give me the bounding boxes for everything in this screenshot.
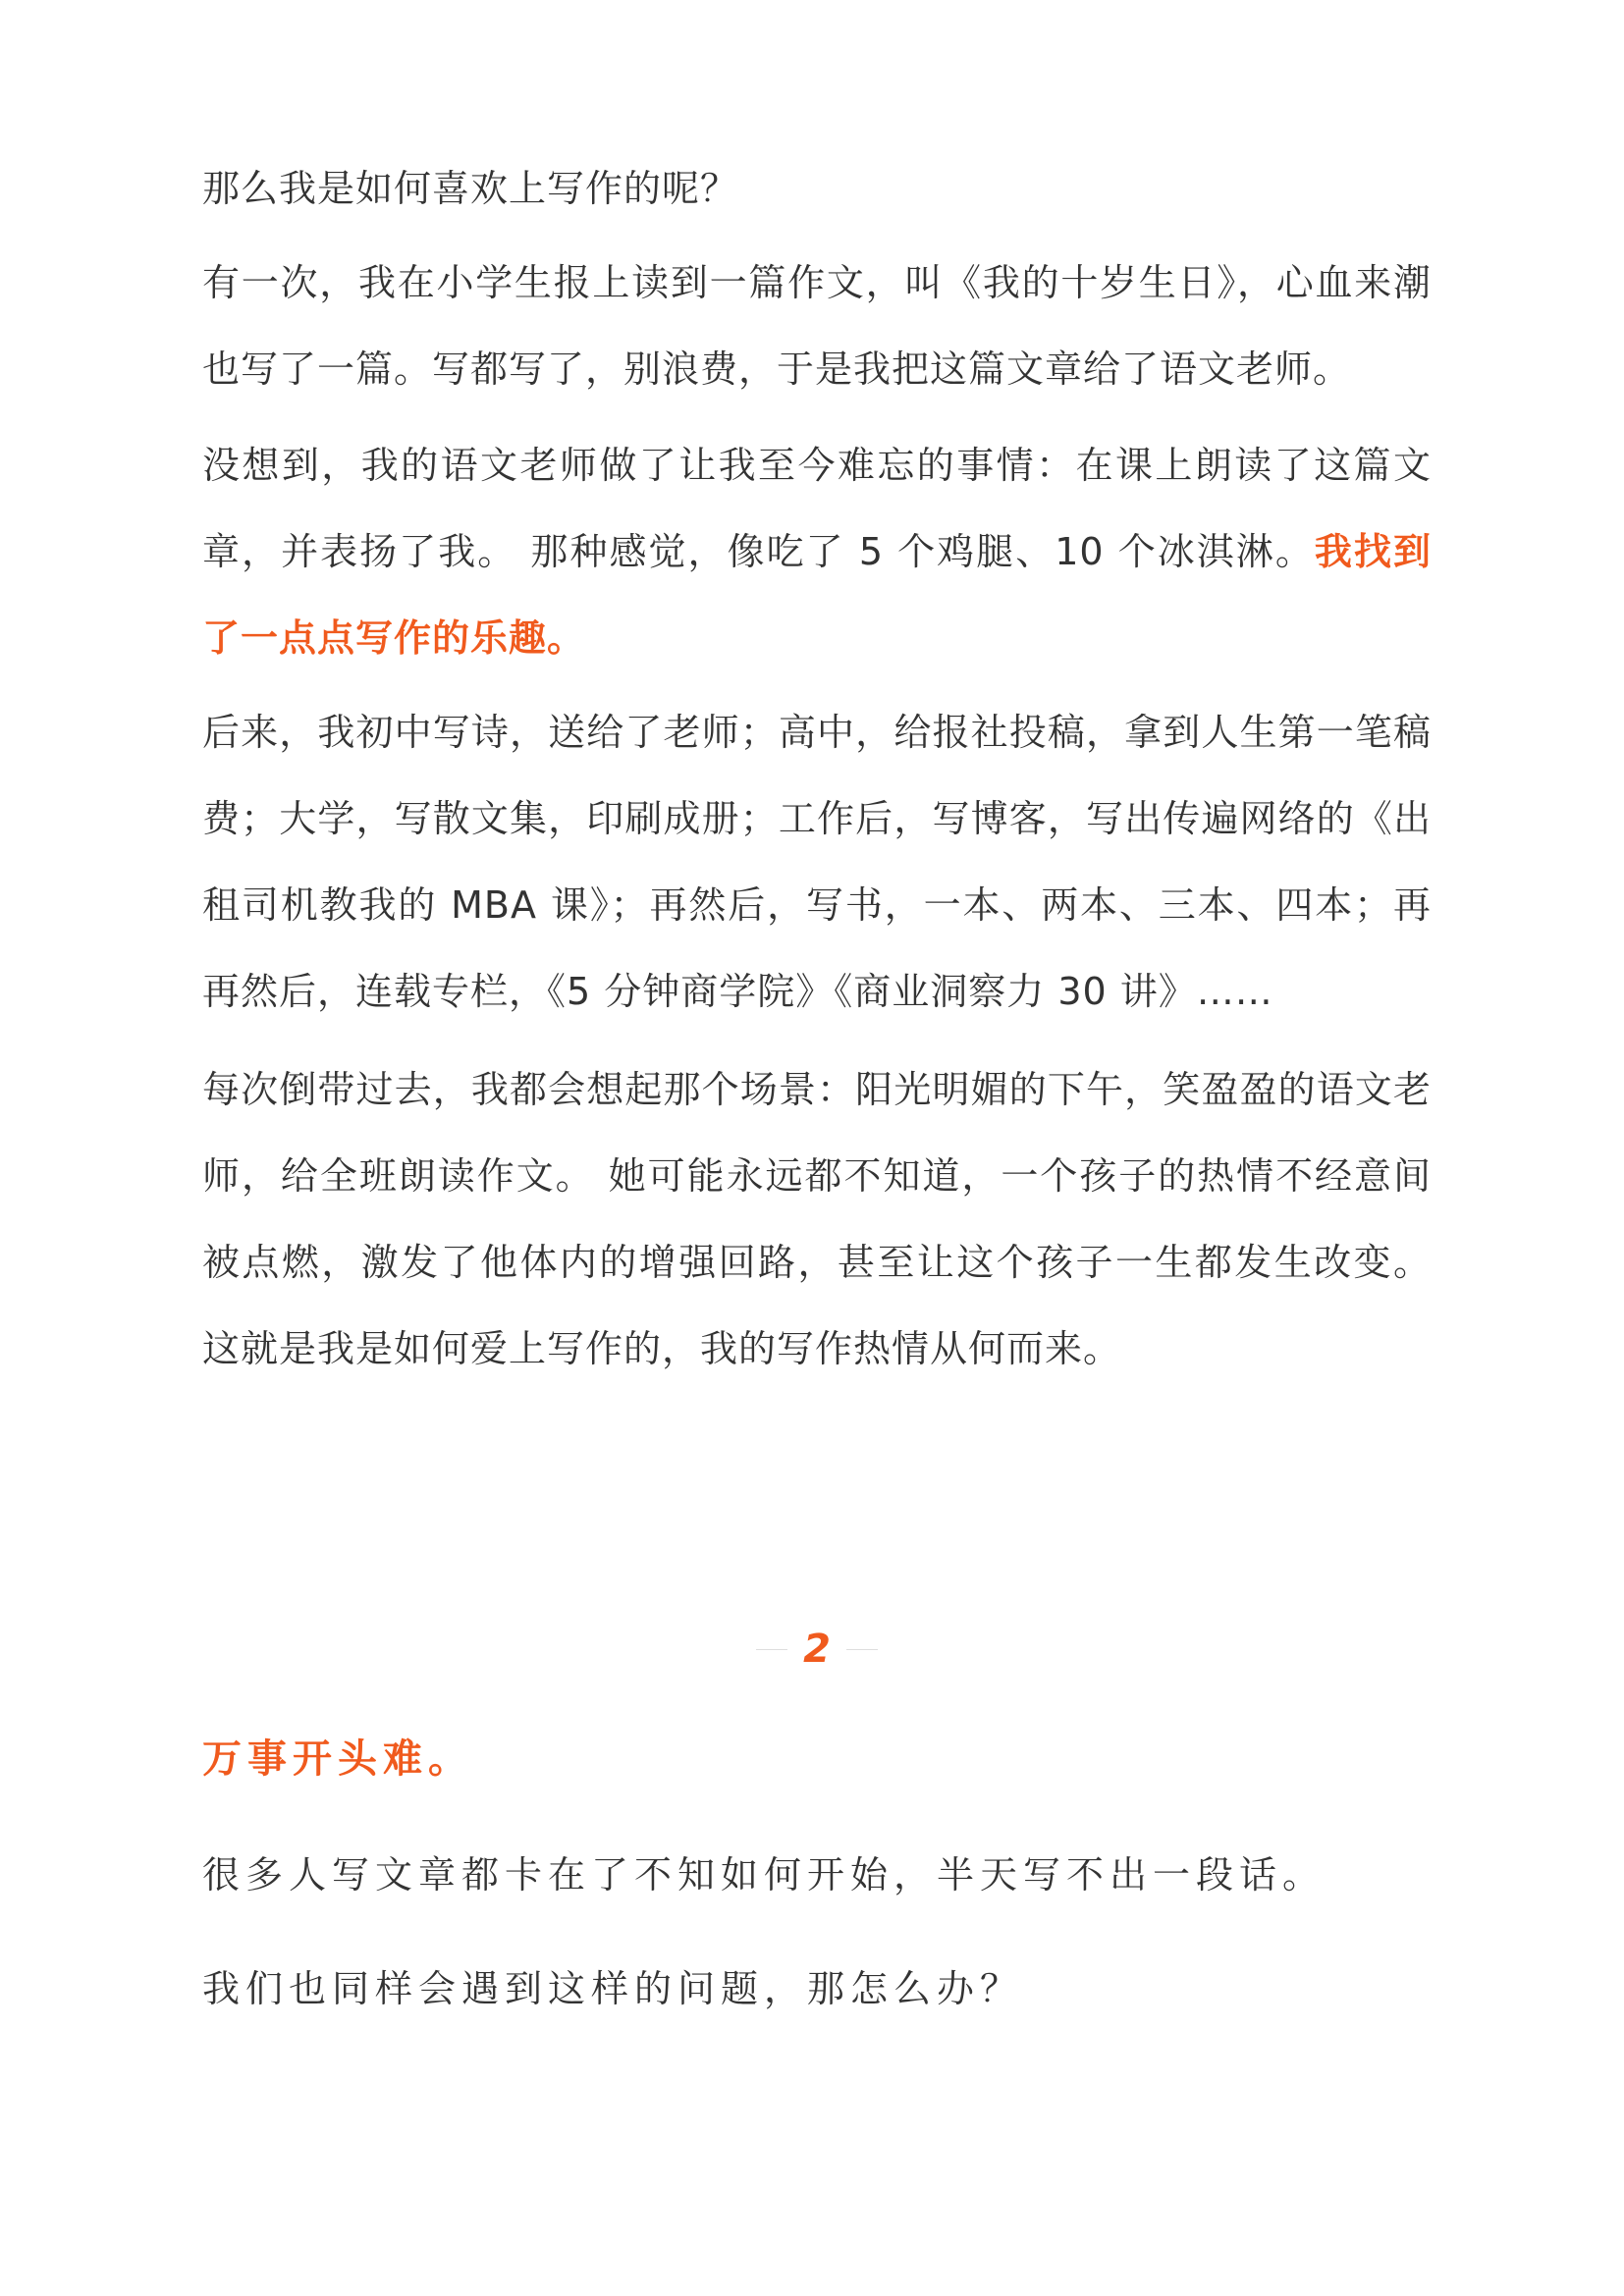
paragraph-first-essay: 有一次，我在小学生报上读到一篇作文，叫《我的十岁生日》，心血来潮也写了一篇。写都写了，别浪费，于是我把这篇文章给了语文老师。 [202,261,1432,391]
paragraph-teacher-praise [202,422,1432,681]
section-number: 2 [803,1627,831,1672]
section-heading: 万事开头难。 [202,1736,473,1782]
paragraph-teacher-praise-text: 没想到，我的语文老师做了让我至今难忘的事情：在课上朗读了这篇文章，并表扬了我。 那种感觉，像吃了 5 个鸡腿、10 个冰淇淋。 [202,444,1432,573]
section-divider [756,1620,878,1679]
paragraph-hard-to-start: 很多人写文章都卡在了不知如何开始，半天写不出一段话。 [202,1853,1326,1896]
highlight-writing-joy: 我找到了一点点写作的乐趣。 [202,530,1432,660]
paragraph-question: 那么我是如何喜欢上写作的呢？ [202,167,739,210]
paragraph-reflection: 每次倒带过去，我都会想起那个场景：阳光明媚的下午，笑盈盈的语文老师，给全班朗读作文。 她可能永远都不知道，一个孩子的热情不经意间被点燃，激发了他体内的增强回路，甚至让这个孩子一生都发生改变。 这就是我是如何爱上写作的，我的写作热情从何而来。 [202,1068,1432,1370]
divider-line-right [846,1649,878,1650]
paragraph-writing-journey: 后来，我初中写诗，送给了老师；高中，给报社投稿，拿到人生第一笔稿费；大学，写散文集，印刷成册；工作后，写博客，写出传遍网络的《出租司机教我的 MBA 课》；再然后，写书，一本、两本、三本、四本；再再然后，连载专栏，《5 分钟商学院》《商业洞察力 30 讲》…… [202,711,1432,1013]
paragraph-what-to-do: 我们也同样会遇到这样的问题，那怎么办？ [202,1967,1024,2010]
